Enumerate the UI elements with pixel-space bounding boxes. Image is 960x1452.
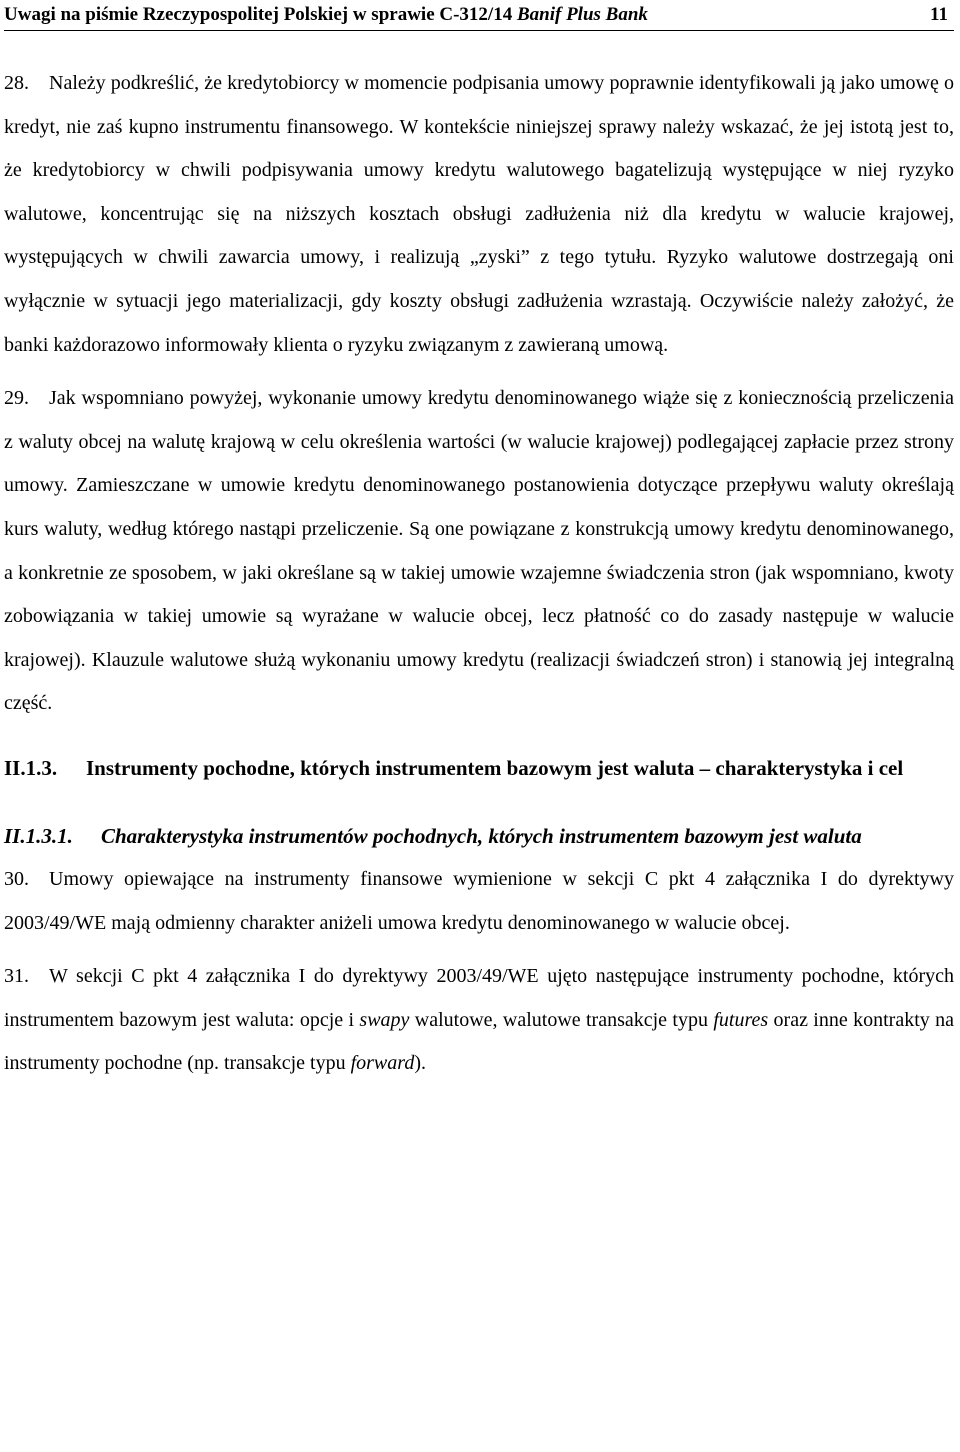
paragraph-text-c: oraz inne kontrakty na instrumenty pochodne (np. transakcje typu [4,1008,954,1075]
document-body [4,62,954,1086]
paragraph-29 [4,377,954,726]
section-heading-number: II.1.3. [4,755,58,780]
emphasis-forward: forward [350,1052,415,1075]
header-title-party: Banif Plus Bank [516,4,648,25]
paragraph-28 [4,62,954,367]
subsection-heading-number: II.1.3.1. [4,823,73,848]
paragraph-number: 31. [4,965,29,988]
paragraph-text: Umowy opiewające na instrumenty finansowe wymienione w sekcji C pkt 4 załącznika I do dyrektywy 2003/49/WE mają odmienny charakter aniżeli umowa kredytu denominowanego w walucie obcej. [4,867,954,934]
paragraph-text-d: ). [414,1052,426,1075]
paragraph-text-b: walutowe, walutowe transakcje typu [409,1008,714,1031]
header-title [4,4,648,26]
paragraph-number: 29. [4,387,29,410]
paragraph-text: Jak wspomniano powyżej, wykonanie umowy kredytu denominowanego wiąże się z koniecznością przeliczenia z waluty obcej na walutę krajową w celu określenia wartości (w walucie krajowej) podlegającej zapłacie przez strony umowy. Zamieszczane w umowie kredytu denominowanego postanowienia dotyczące przepływu waluty określają kurs waluty, według którego nastąpi przeliczenie. Są one powiązane z konstrukcją umowy kredytu denominowanego, a konkretnie ze sposobem, w jaki określane są w takiej umowie wzajemne świadczenia stron (jak wspomniano, kwoty zobowiązania w takiej umowie są wyrażane w walucie obcej, lecz płatność co do zasady następuje w walucie krajowej). Klauzule walutowe służą wykonaniu umowy kredytu (realizacji świadczeń stron) i stanowią jej integralną część. [4,387,954,715]
paragraph-text-a: W sekcji C pkt 4 załącznika I do dyrektywy 2003/49/WE ujęto następujące instrumenty pochodne, których instrumentem bazowym jest waluta: opcje i [4,965,954,1031]
paragraph-number: 30. [4,867,29,890]
subsection-heading [4,814,954,858]
section-heading-text: Instrumenty pochodne, których instrumentem bazowym jest waluta – charakterystyka i cel [86,755,904,780]
subsection-heading-text: Charakterystyka instrumentów pochodnych, których instrumentem bazowym jest waluta [101,823,862,848]
running-header [4,0,954,31]
emphasis-swapy: swapy [359,1008,410,1031]
paragraph-text: Należy podkreślić, że kredytobiorcy w momencie podpisania umowy poprawnie identyfikowali ją jako umowę o kredyt, nie zaś kupno instrumentu finansowego. W kontekście niniejszej sprawy należy wskazać, że jej istotą jest to, że kredytobiorcy w chwili podpisywania umowy kredytu walutowego bagatelizują występujące w niej ryzyko walutowe, koncentrując się na niższych kosztach obsługi zadłużenia niż dla kredytu w walucie krajowej, występujących w chwili zawarcia umowy, i realizują „zyski” z tego tytułu. Ryzyko walutowe dostrzegają oni wyłącznie w sytuacji jego materializacji, gdy koszty obsługi zadłużenia wzrastają. Oczywiście należy założyć, że banki każdorazowo informowały klienta o ryzyku związanym z zawieraną umową. [4,72,954,356]
paragraph-30 [4,858,954,945]
emphasis-futures: futures [713,1008,769,1031]
paragraph-31 [4,955,954,1086]
section-heading [4,746,954,790]
page-number: 11 [930,4,948,25]
header-title-prefix: Uwagi na piśmie Rzeczypospolitej Polskiej w sprawie C-312/14 [4,4,517,25]
paragraph-number: 28. [4,72,29,94]
